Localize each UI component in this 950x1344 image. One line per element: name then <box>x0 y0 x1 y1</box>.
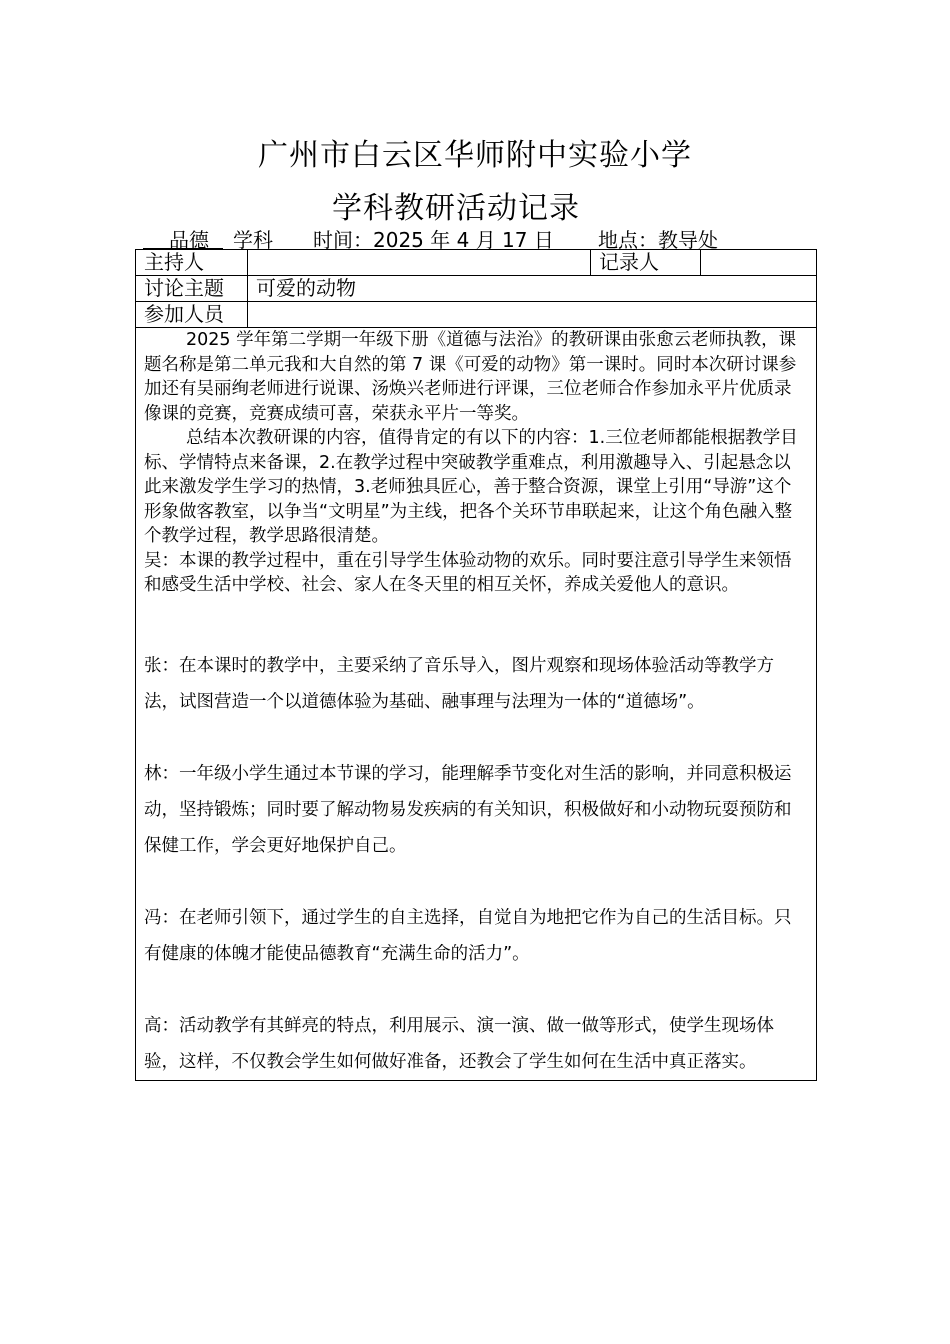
comment-zhang: 张：在本课时的教学中，主要采纳了音乐导入，图片观察和现场体验活动等教学方法，试图营造一个以道德体验为基础、融事理与法理为一体的“道德场”。 <box>144 655 774 712</box>
content-cell <box>136 328 817 1081</box>
content-row <box>136 328 817 1081</box>
comment-wu: 吴：本课的教学过程中，重在引导学生体验动物的欢乐。同时要注意引导学生来领悟和感受生活中学校、社会、家人在冬天里的相互关怀，养成关爱他人的意识。 <box>144 550 792 595</box>
host-value <box>248 250 591 276</box>
subject-value: 品德 <box>169 228 209 252</box>
summary-paragraph-1: 2025 学年第二学期一年级下册《道德与法治》的教研课由张愈云老师执教，课题名称是第二单元我和大自然的第 7 课《可爱的动物》第一课时。同时本次研讨课参加还有吴丽绚老师进行说课、汤焕兴老师进行评课，三位老师合作参加永平片优质录像课的竞赛，竞赛成绩可喜，荣获永平片一等奖。 <box>144 330 797 424</box>
comment-feng: 冯：在老师引领下，通过学生的自主选择，自觉自为地把它作为自己的生活目标。只有健康的体魄才能使品德教育“充满生命的活力”。 <box>144 907 792 964</box>
recorder-label: 记录人 <box>591 250 701 276</box>
content-body <box>144 328 808 1080</box>
subject-suffix: 学科 <box>233 228 273 252</box>
record-table <box>135 249 817 1081</box>
date-field: 时间：2025 年 4 月 17 日 <box>313 228 554 252</box>
recorder-value <box>701 250 817 276</box>
comment-gao: 高：活动教学有其鲜亮的特点，利用展示、演一演、做一做等形式，使学生现场体验，这样，不仅教会学生如何做好准备，还教会了学生如何在生活中真正落实。 <box>144 1015 774 1072</box>
participants-row <box>136 302 817 328</box>
summary-paragraph-2: 总结本次教研课的内容，值得肯定的有以下的内容：1.三位老师都能根据教学目标、学情特点来备课，2.在教学过程中突破教学重难点，利用激趣导入、引起悬念以此来激发学生学习的热情，3.老师独具匠心，善于整合资源，课堂上引用“导游”这个形象做客教室，以争当“文明星”为主线，把各个关环节串联起来，让这个角色融入整个教学过程，教学思路很清楚。 <box>144 428 798 546</box>
place-field: 地点：教导处 <box>598 228 718 252</box>
topic-row <box>136 276 817 302</box>
participants-label: 参加人员 <box>136 302 248 328</box>
comment-lin: 林：一年级小学生通过本节课的学习，能理解季节变化对生活的影响，并同意积极运动，坚持锻炼；同时要了解动物易发疾病的有关知识，积极做好和小动物玩耍预防和保健工作，学会更好地保护自己。 <box>144 763 792 856</box>
host-row <box>136 250 817 276</box>
school-title: 广州市白云区华师附中实验小学 <box>258 138 692 173</box>
host-label: 主持人 <box>136 250 248 276</box>
topic-label: 讨论主题 <box>136 276 248 302</box>
record-title: 学科教研活动记录 <box>332 191 580 226</box>
participants-value <box>248 302 817 328</box>
topic-value: 可爱的动物 <box>248 276 817 302</box>
